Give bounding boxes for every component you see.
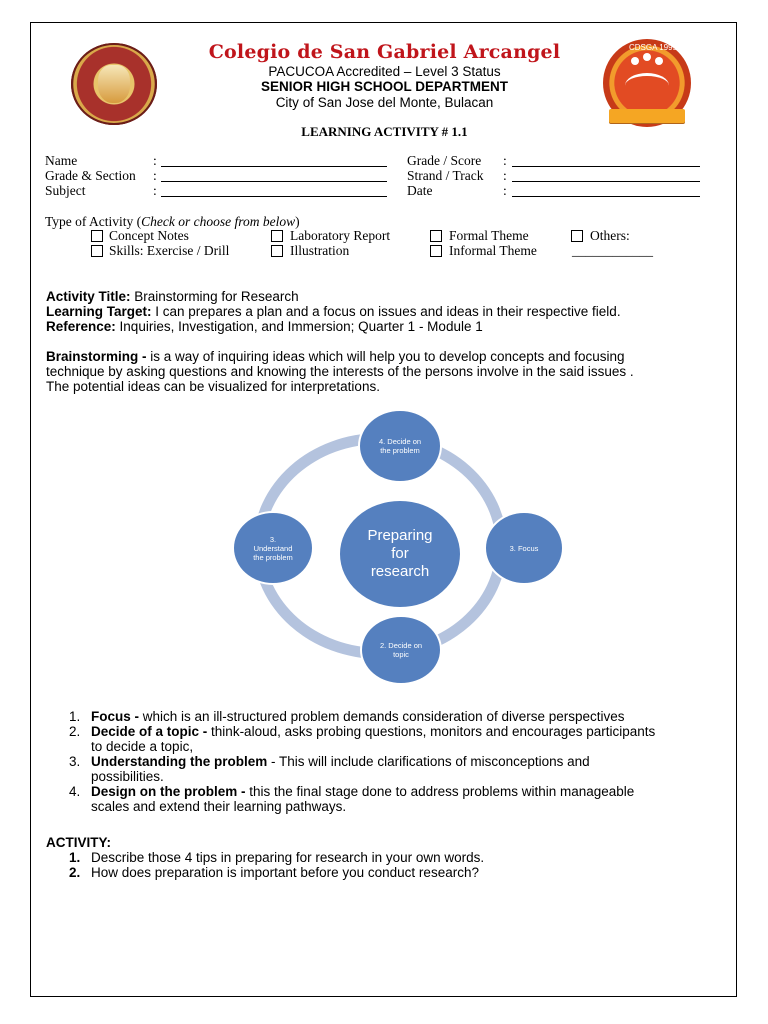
activity-type-label	[45, 214, 300, 229]
tip-text: to decide a topic,	[91, 739, 194, 754]
list-item	[69, 784, 709, 814]
brainstorming-term: Brainstorming -	[46, 349, 147, 364]
field-colon: :	[153, 168, 157, 183]
tip-text: possibilities.	[91, 769, 164, 784]
diagram-node-focus	[484, 511, 564, 585]
left-node-text-2: Understand	[253, 543, 293, 553]
grade-score-field[interactable]	[512, 166, 700, 167]
center-text-2: for	[391, 545, 409, 562]
top-node-text-2: the problem	[380, 446, 420, 455]
tip-term: Focus -	[91, 709, 140, 724]
list-item	[69, 709, 709, 724]
list-item-number: 2.	[69, 724, 81, 739]
activity-number: LEARNING ACTIVITY # 1.1	[301, 124, 468, 139]
learning-target-label: Learning Target:	[46, 304, 152, 319]
checkbox-laboratory-report[interactable]	[271, 230, 283, 242]
option-illustration: Illustration	[290, 243, 350, 258]
field-colon: :	[503, 168, 507, 183]
reference-value: Inquiries, Investigation, and Immersion; Quarter 1 - Module 1	[119, 319, 483, 334]
activity-type-prefix: Type of Activity (	[45, 214, 142, 229]
worksheet-page	[30, 22, 737, 997]
question-text: Describe those 4 tips in preparing for research in your own words.	[91, 850, 485, 865]
tip-text: this the final stage done to address problems within manageable	[249, 784, 635, 799]
diagram-node-decide-problem	[358, 409, 442, 483]
activity-type-instruction: Check or choose from below	[141, 214, 296, 229]
reference	[46, 319, 483, 334]
center-text-1: Preparing	[367, 527, 433, 544]
brainstorming-line-3: The potential ideas can be visualized for interpretations.	[46, 379, 380, 394]
field-label-name: Name	[45, 153, 78, 168]
grade-section-field[interactable]	[161, 181, 387, 182]
activity-heading: ACTIVITY:	[46, 835, 111, 850]
learning-target-value: I can prepares a plan and a focus on issues and ideas in their respective field.	[155, 304, 621, 319]
activity-type-suffix: )	[295, 214, 300, 229]
reference-label: Reference:	[46, 319, 116, 334]
subject-field[interactable]	[161, 196, 387, 197]
checkbox-skills-exercise-drill[interactable]	[91, 245, 103, 257]
field-label-strand-track: Strand / Track	[407, 168, 484, 183]
question-number: 1.	[69, 850, 81, 865]
list-item-number: 3.	[69, 754, 81, 769]
list-item-number: 1.	[69, 709, 81, 724]
activity-title	[46, 289, 299, 304]
accreditation: PACUCOA Accredited – Level 3 Status	[268, 64, 501, 79]
question-text: How does preparation is important before you conduct research?	[91, 865, 479, 880]
question-number: 2.	[69, 865, 81, 880]
activity-title-value: Brainstorming for Research	[134, 289, 299, 304]
checkbox-informal-theme[interactable]	[430, 245, 442, 257]
tip-text: scales and extend their learning pathways.	[91, 799, 347, 814]
field-colon: :	[153, 153, 157, 168]
diagram-node-understand-problem	[232, 511, 314, 585]
brainstorming-text-1: is a way of inquiring ideas which will help you to develop concepts and focusing	[150, 349, 625, 364]
field-colon: :	[503, 153, 507, 168]
field-label-grade-section: Grade & Section	[45, 168, 136, 183]
others-blank[interactable]: ____________	[572, 243, 653, 258]
option-laboratory-report: Laboratory Report	[290, 228, 391, 243]
option-informal-theme: Informal Theme	[449, 243, 537, 258]
option-concept-notes: Concept Notes	[109, 228, 189, 243]
name-field[interactable]	[161, 166, 387, 167]
list-item	[69, 724, 709, 754]
left-node-text-3: the problem	[253, 552, 293, 562]
field-label-grade-score: Grade / Score	[407, 153, 482, 168]
school-name: Colegio de San Gabriel Arcangel	[208, 41, 561, 63]
option-others: Others:	[590, 228, 630, 243]
bottom-node-text-1: 2. Decide on	[379, 641, 423, 650]
option-formal-theme: Formal Theme	[449, 228, 529, 243]
tip-term: Understanding the problem	[91, 754, 268, 769]
center-text-3: research	[370, 563, 430, 580]
list-item	[69, 865, 709, 880]
date-field[interactable]	[512, 196, 700, 197]
diagram-node-decide-topic	[360, 615, 442, 685]
field-label-subject: Subject	[45, 183, 86, 198]
bottom-node-text-2: topic	[393, 650, 409, 659]
checkbox-concept-notes[interactable]	[91, 230, 103, 242]
field-colon: :	[153, 183, 157, 198]
brainstorming-line-1	[46, 349, 625, 364]
option-skills-exercise-drill: Skills: Exercise / Drill	[109, 243, 230, 258]
activity-title-label: Activity Title:	[46, 289, 131, 304]
department: SENIOR HIGH SCHOOL DEPARTMENT	[260, 79, 508, 94]
strand-track-field[interactable]	[512, 181, 700, 182]
brainstorming-line-2: technique by asking questions and knowing the interests of the persons involve in the said issues .	[46, 364, 634, 379]
cdsga-logo-text: CDSGA 1995	[629, 43, 678, 52]
right-node-text: 3. Focus	[509, 543, 539, 553]
list-item	[69, 850, 709, 865]
list-item-number: 4.	[69, 784, 81, 799]
list-item	[69, 754, 709, 784]
location: City of San Jose del Monte, Bulacan	[275, 95, 494, 110]
tip-text: - This will include clarifications of misconceptions and	[271, 754, 590, 769]
tip-term: Decide of a topic -	[91, 724, 208, 739]
diagram-center-node	[338, 499, 462, 609]
field-colon: :	[503, 183, 507, 198]
tip-term: Design on the problem -	[91, 784, 246, 799]
left-node-text-1: 3.	[269, 534, 277, 544]
checkbox-illustration[interactable]	[271, 245, 283, 257]
checkbox-formal-theme[interactable]	[430, 230, 442, 242]
checkbox-others[interactable]	[571, 230, 583, 242]
top-node-text-1: 4. Decide on	[378, 437, 422, 446]
learning-target	[46, 304, 621, 319]
tip-text: which is an ill-structured problem demands consideration of diverse perspectives	[142, 709, 625, 724]
field-label-date: Date	[407, 183, 433, 198]
tip-text: think-aloud, asks probing questions, monitors and encourages participants	[211, 724, 656, 739]
